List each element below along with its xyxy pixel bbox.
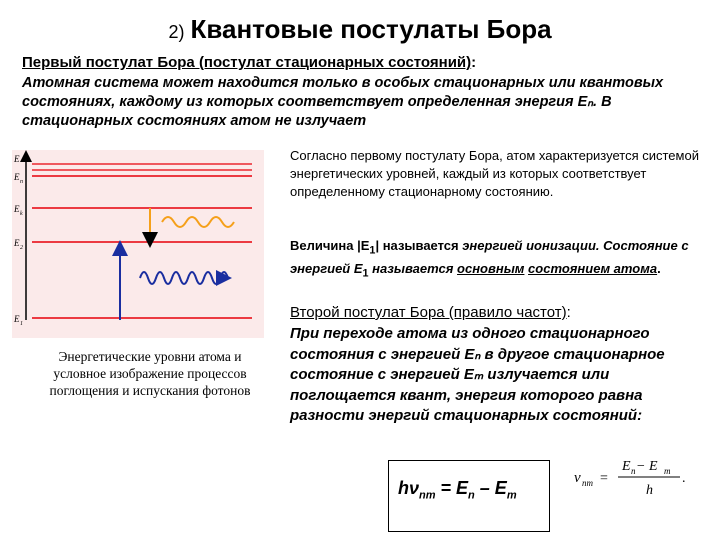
- formula-sub-nm: nm: [419, 489, 436, 502]
- formula-sub-n: n: [468, 489, 475, 502]
- emitted-photon-wave: [162, 217, 234, 227]
- first-postulate-heading: [22, 54, 476, 71]
- second-postulate-heading-text: Второй постулат Бора (правило частот): [290, 304, 567, 321]
- energy-level-label: E: [14, 204, 20, 214]
- freq-eq: =: [600, 471, 608, 486]
- first-postulate-heading-colon: :: [471, 54, 477, 71]
- freq-lhs: ν: [574, 470, 581, 486]
- p2-part-c: Состояние с энергией E: [290, 238, 689, 276]
- second-postulate-heading: [290, 304, 571, 321]
- second-postulate-heading-colon: :: [566, 304, 571, 321]
- formula-hv: hν: [398, 478, 420, 498]
- p2-ground: основным: [457, 260, 525, 276]
- page-title: [0, 14, 720, 45]
- explanation-paragraph-1: Согласно первому постулату Бора, атом характеризуется системой энергетических уровней, каждый из которых соответствует определенному стационарному состоянию.: [290, 148, 699, 199]
- frequency-formula: [570, 452, 700, 504]
- freq-num-n: n: [631, 466, 636, 476]
- p2-part-f: .: [657, 260, 661, 276]
- frequency-formula-svg: [570, 452, 700, 504]
- energy-level-diagram: [12, 150, 264, 338]
- freq-lhs-sub: nm: [582, 478, 593, 488]
- p2-ionization-energy: энергией ионизации.: [462, 238, 600, 253]
- p2-part-b: | называется: [375, 238, 463, 253]
- energy-level-subscript: k: [20, 211, 23, 217]
- first-postulate-text: Атомная система может находится только в особых стационарных или квантовых состояниях, каждому из которых соответствует определенная энергия Eₙ. В стационарных состояниях атом не излучает: [22, 75, 664, 129]
- title-number: 2): [168, 22, 185, 42]
- p2-sub-1: 1: [369, 244, 376, 257]
- freq-num-m: m: [664, 466, 671, 476]
- energy-level-subscript: 1: [20, 321, 23, 327]
- absorbed-photon-wave: [140, 272, 228, 284]
- energy-level-subscript: 2: [20, 245, 23, 251]
- energy-level-label: E: [14, 314, 20, 324]
- formula-sub-m: m: [506, 489, 517, 502]
- explanation-paragraph-2: [290, 237, 710, 282]
- p2-part-d: называется: [368, 260, 458, 276]
- second-postulate-text: При переходе атома из одного стационарного состояния с энергией Eₙ в другое стационарное состояние с энергией Eₘ излучается или поглощается квант, энергия которого равна разности энергий стационарных состояний:: [290, 325, 665, 424]
- formula-eq: = E: [435, 478, 469, 498]
- energy-level-label: E: [14, 172, 20, 182]
- freq-num-e: E: [622, 459, 631, 474]
- freq-dot: .: [682, 471, 686, 486]
- freq-den: h: [646, 483, 653, 498]
- p2-part-a: Величина |E: [290, 238, 370, 253]
- p2-ground-state: состоянием атома: [528, 260, 658, 276]
- first-postulate-heading-text: Первый постулат Бора (постулат стационарных состояний): [22, 54, 472, 71]
- energy-level-subscript: n: [20, 179, 23, 185]
- title-text: Квантовые постулаты Бора: [190, 14, 552, 44]
- energy-formula: [398, 478, 517, 502]
- energy-level-label: E: [14, 238, 20, 248]
- formula-minus: – E: [474, 478, 507, 498]
- energy-level-label: E: [14, 154, 20, 164]
- p2-sub-2: 1: [362, 267, 369, 280]
- freq-num-minus: − E: [636, 459, 658, 474]
- energy-diagram-svg: [12, 150, 264, 338]
- diagram-caption: Энергетические уровни атома и условное изображение процессов поглощения и испускания фотонов: [49, 349, 251, 398]
